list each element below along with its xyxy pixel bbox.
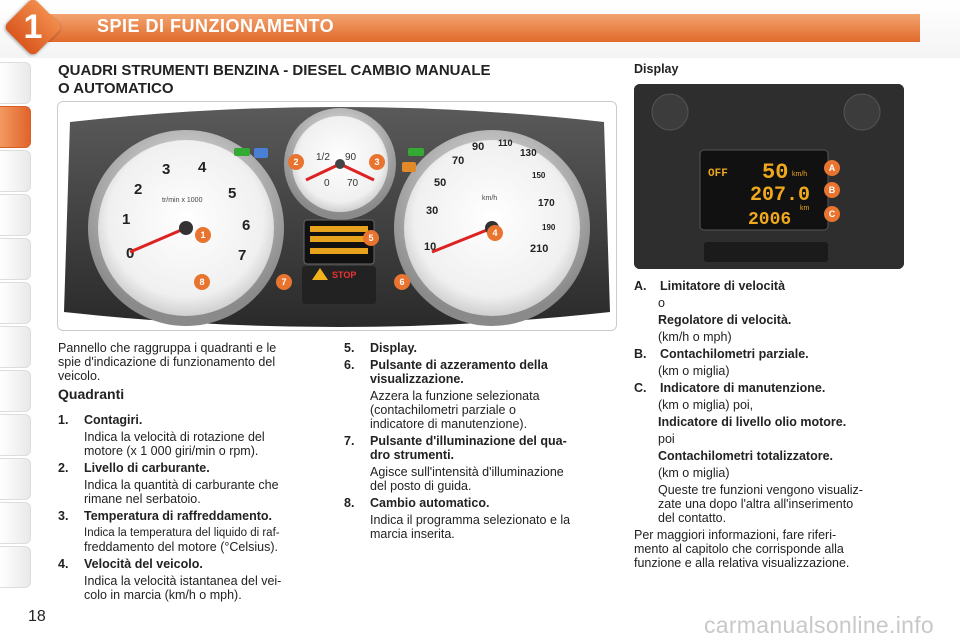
display-heading: Display xyxy=(634,62,679,76)
callout-4: 4 xyxy=(492,228,498,238)
callout-2: 2 xyxy=(293,157,299,167)
item-title: Display. xyxy=(370,341,418,355)
item-title: Pulsante d'illuminazione del qua- xyxy=(370,434,567,448)
display-speed: 50 xyxy=(762,160,789,185)
tach-unit-label: tr/min x 1000 xyxy=(162,197,203,204)
fuel-half-label: 1/2 xyxy=(316,152,330,163)
item-num: 6. xyxy=(344,358,355,372)
item-desc: del posto di guida. xyxy=(370,479,472,493)
item-desc: Indica il programma selezionato e la xyxy=(370,513,571,527)
item-title: Contachilometri totalizzatore. xyxy=(658,449,834,463)
chapter-tab[interactable] xyxy=(0,502,31,544)
temp-90-label: 90 xyxy=(345,152,357,163)
item-desc: Indica la quantità di carburante che xyxy=(84,478,279,492)
callout-7: 7 xyxy=(281,277,287,287)
item-letter: B. xyxy=(634,347,647,361)
tach-tick: 0 xyxy=(126,245,135,262)
section-title-line: QUADRI STRUMENTI BENZINA - DIESEL CAMBIO MANUALE xyxy=(58,62,491,79)
callout-5: 5 xyxy=(368,233,374,243)
item-num: 3. xyxy=(58,509,69,523)
item-desc: Queste tre funzioni vengono visualiz- xyxy=(658,483,863,497)
item-title: Indicatore di manutenzione. xyxy=(660,381,826,395)
panel-caption xyxy=(58,341,328,383)
tach-tick: 7 xyxy=(238,247,247,264)
item-desc: o xyxy=(658,296,665,310)
speedo-unit-label: km/h xyxy=(482,195,498,202)
quadranti-heading: Quadranti xyxy=(58,386,125,402)
display-letter-c: C xyxy=(828,209,836,219)
footer-note: Per maggiori informazioni, fare riferi- xyxy=(634,528,837,542)
display-speed-unit: km/h xyxy=(792,171,808,178)
item-num: 7. xyxy=(344,434,355,448)
item-title: Pulsante di azzeramento della xyxy=(370,358,548,372)
display-total: 2006 xyxy=(748,210,792,230)
item-title: Indicatore di livello olio motore. xyxy=(658,415,847,429)
speedo-tick: 150 xyxy=(532,171,546,180)
item-desc: Indica la temperatura del liquido di raf- xyxy=(84,527,280,539)
item-num: 1. xyxy=(58,413,69,427)
item-title: Limitatore di velocità xyxy=(660,279,786,293)
item-desc: Indica la velocità di rotazione del xyxy=(84,430,265,444)
speedo-tick: 110 xyxy=(498,138,513,148)
chapter-tab[interactable] xyxy=(0,150,31,192)
chapter-tabs xyxy=(0,62,34,582)
item-letter: C. xyxy=(634,381,647,395)
item-desc: rimane nel serbatoio. xyxy=(84,492,201,506)
items-mid xyxy=(344,341,616,541)
callout-6: 6 xyxy=(399,277,405,287)
callout-3: 3 xyxy=(374,157,380,167)
chapter-number: 1 xyxy=(23,8,43,46)
speedo-tick: 190 xyxy=(542,223,556,232)
fuel-empty-label: 0 xyxy=(324,178,330,189)
tach-tick: 5 xyxy=(228,185,237,202)
item-desc: indicatore di manutenzione). xyxy=(370,417,528,431)
item-letter: A. xyxy=(634,279,647,293)
callout-8: 8 xyxy=(199,277,205,287)
item-title: dro strumenti. xyxy=(370,448,455,462)
chapter-tab[interactable] xyxy=(0,282,31,324)
item-title: Cambio automatico. xyxy=(370,496,490,510)
item-title: Livello di carburante. xyxy=(84,461,210,475)
section-title xyxy=(58,62,578,98)
item-desc: marcia inserita. xyxy=(370,527,455,541)
item-desc: Indica la velocità istantanea del vei- xyxy=(84,574,282,588)
callout-1: 1 xyxy=(200,230,206,240)
display-trip: 207.0 xyxy=(750,184,811,207)
items-right xyxy=(634,279,906,570)
display-image xyxy=(634,84,904,269)
item-title: Velocità del veicolo. xyxy=(84,557,203,571)
item-title: Contachilometri parziale. xyxy=(660,347,809,361)
speedo-tick: 210 xyxy=(530,243,549,255)
speedo-tick: 50 xyxy=(434,177,447,189)
speedo-tick: 10 xyxy=(424,241,437,253)
section-title-line: O AUTOMATICO xyxy=(58,80,174,97)
display-letter-b: B xyxy=(828,185,836,195)
item-desc: (km/h o mph) xyxy=(658,330,732,344)
item-desc: del contatto. xyxy=(658,511,727,525)
caption-line: veicolo. xyxy=(58,369,101,383)
speedo-tick: 170 xyxy=(538,198,555,209)
item-desc: (contachilometri parziale o xyxy=(370,403,516,417)
page-number: 18 xyxy=(28,608,46,625)
page-title: SPIE DI FUNZIONAMENTO xyxy=(97,16,335,36)
item-desc: poi xyxy=(658,432,675,446)
tach-tick: 4 xyxy=(198,159,207,176)
item-title: visualizzazione. xyxy=(370,372,464,386)
speedo-tick: 70 xyxy=(452,155,465,167)
item-desc: colo in marcia (km/h o mph). xyxy=(84,588,242,602)
chapter-tab[interactable] xyxy=(0,546,31,588)
item-desc: (km o miglia) xyxy=(658,364,730,378)
speedo-tick: 90 xyxy=(472,141,485,153)
speedo-tick: 130 xyxy=(520,148,537,159)
item-desc: motore (x 1 000 giri/min o rpm). xyxy=(84,444,259,458)
instrument-panel-image xyxy=(57,101,617,331)
chapter-tab-active[interactable] xyxy=(0,106,31,148)
item-desc: (km o miglia) xyxy=(658,466,730,480)
caption-line: Pannello che raggruppa i quadranti e le xyxy=(58,341,277,355)
chapter-tab[interactable] xyxy=(0,370,31,412)
item-title: Contagiri. xyxy=(84,413,143,427)
item-title: Regolatore di velocità. xyxy=(658,313,792,327)
item-desc: Azzera la funzione selezionata xyxy=(370,389,540,403)
speedo-tick: 30 xyxy=(426,205,439,217)
tach-tick: 6 xyxy=(242,217,251,234)
display-total-unit: km xyxy=(800,205,810,212)
items-left xyxy=(58,413,330,602)
item-desc: (km o miglia) poi, xyxy=(658,398,754,412)
stop-label: STOP xyxy=(332,270,357,280)
item-desc: zate una dopo l'altra all'inserimento xyxy=(658,497,854,511)
item-title: Temperatura di raffreddamento. xyxy=(84,509,273,523)
tach-tick: 3 xyxy=(162,161,171,178)
item-num: 5. xyxy=(344,341,355,355)
display-letter-a: A xyxy=(828,163,836,173)
chapter-tab[interactable] xyxy=(0,326,31,368)
item-num: 4. xyxy=(58,557,69,571)
chapter-tab[interactable] xyxy=(0,194,31,236)
item-num: 8. xyxy=(344,496,355,510)
item-desc: Agisce sull'intensità d'illuminazione xyxy=(370,465,564,479)
footer-note: funzione e alla relativa visualizzazione. xyxy=(634,556,850,570)
chapter-tab[interactable] xyxy=(0,414,31,456)
temp-70-label: 70 xyxy=(347,178,359,189)
watermark: carmanualsonline.info xyxy=(703,612,934,638)
display-off: OFF xyxy=(708,168,728,180)
chapter-tab[interactable] xyxy=(0,62,31,104)
footer-note: mento al capitolo che corrisponde alla xyxy=(634,542,844,556)
tach-tick: 1 xyxy=(122,211,131,228)
tach-tick: 2 xyxy=(134,181,143,198)
chapter-tab[interactable] xyxy=(0,238,31,280)
chapter-tab[interactable] xyxy=(0,458,31,500)
item-desc: freddamento del motore (°Celsius). xyxy=(84,540,278,554)
caption-line: spie d'indicazione di funzionamento del xyxy=(58,355,276,369)
item-num: 2. xyxy=(58,461,69,475)
